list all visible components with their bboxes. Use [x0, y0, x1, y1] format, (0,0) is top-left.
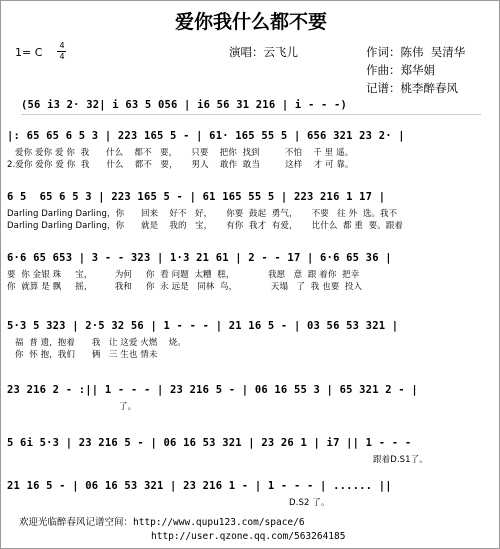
lyricist-credit: 作词：陈伟 吴清华: [366, 45, 466, 59]
score-line-4-lyric-1: 要 你 金银 珠 宝， 为何 你 看 问题 太糟 糕， 我愿 意 跟 着你 把幸: [7, 270, 360, 280]
score-line-5-notes: 5·3 5 323 | 2·5 32 56 | 1 - - - | 21 16 5 - | 03 56 53 321 |: [7, 320, 399, 332]
score-line-7-lyric: 跟着D.S1了。: [373, 455, 428, 465]
key-signature: 1= C: [15, 46, 43, 59]
song-title: 爱你我什么都不要: [174, 11, 327, 33]
footer-line-2: http://user.qzone.qq.com/563264185: [151, 531, 346, 542]
score-line-2-lyric-1: 爱你 爱你 爱 你 我 什么 都不 要， 只要 把你 找到 不怕 千 里 遥。: [15, 148, 354, 158]
score-line-3-lyric-2: Darling Darling Darling，你 就是 我的 宝， 有你 我才 有爱， 比什么 都 重 要。跟着: [7, 221, 404, 231]
divider: [21, 114, 481, 115]
time-signature-bottom: 4: [59, 52, 65, 61]
score-line-6-lyric: 了。: [119, 402, 137, 412]
score-line-4-notes: 6·6 65 653 | 3 - - 323 | 1·3 21 61 | 2 - - 17 | 6·6 65 36 |: [7, 252, 392, 264]
score-line-5-lyric-2: 你 怀 抱，我们 俩 三 生也 情未: [15, 350, 158, 360]
transcriber-credit: 记谱：桃李醉春风: [366, 81, 458, 95]
time-signature-top: 4: [59, 41, 65, 50]
score-line-3-notes: 6 5 65 6 5 3 | 223 165 5 - | 61 165 55 5 | 223 216 1 17 |: [7, 191, 386, 203]
composer-credit: 作曲：郑华娟: [366, 63, 435, 77]
singer-credit: 演唱：云飞儿: [229, 45, 298, 59]
footer-line-1: 欢迎光临醉春风记谱空间：http://www.qupu123.com/space/6: [19, 517, 305, 528]
score-line-3-lyric-1: Darling Darling Darling，你 回来 好不 好， 你要 鼓起 勇气， 不要 往 外 选。我不: [7, 209, 398, 219]
score-line-2-notes: |: 65 65 6 5 3 | 223 165 5 - | 61· 165 55 5 | 656 321 23 2· |: [7, 130, 405, 142]
score-line-4-lyric-2: 你 就算 是 飘 摇， 我和 你 永 远是 同林 鸟， 天塌 了 我 也要 投入: [7, 282, 363, 292]
score-line-7-notes: 5 6i 5·3 | 23 216 5 - | 06 16 53 321 | 23 26 1 | i7 || 1 - - -: [7, 437, 412, 449]
score-line-5-lyric-1: 福 普 遗，抱着 我 让 这爱 火燃 烧。: [15, 338, 186, 348]
score-line-8-lyric: D.S2 了。: [289, 498, 330, 508]
score-line-6-notes: 23 216 2 - :|| 1 - - - | 23 216 5 - | 06 16 55 3 | 65 321 2 - |: [7, 384, 418, 396]
score-line-2-lyric-2: 2.爱你 爱你 爱 你 我 什么 都不 要， 男人 敢作 敢当 这样 才 可 靠。: [7, 160, 354, 170]
score-line-1-notes: (56 i3 2· 32| i 63 5 056 | i6 56 31 216 | i - - -): [21, 99, 348, 111]
score-line-8-notes: 21 16 5 - | 06 16 53 321 | 23 216 1 - | 1 - - - | ...... ||: [7, 480, 392, 492]
